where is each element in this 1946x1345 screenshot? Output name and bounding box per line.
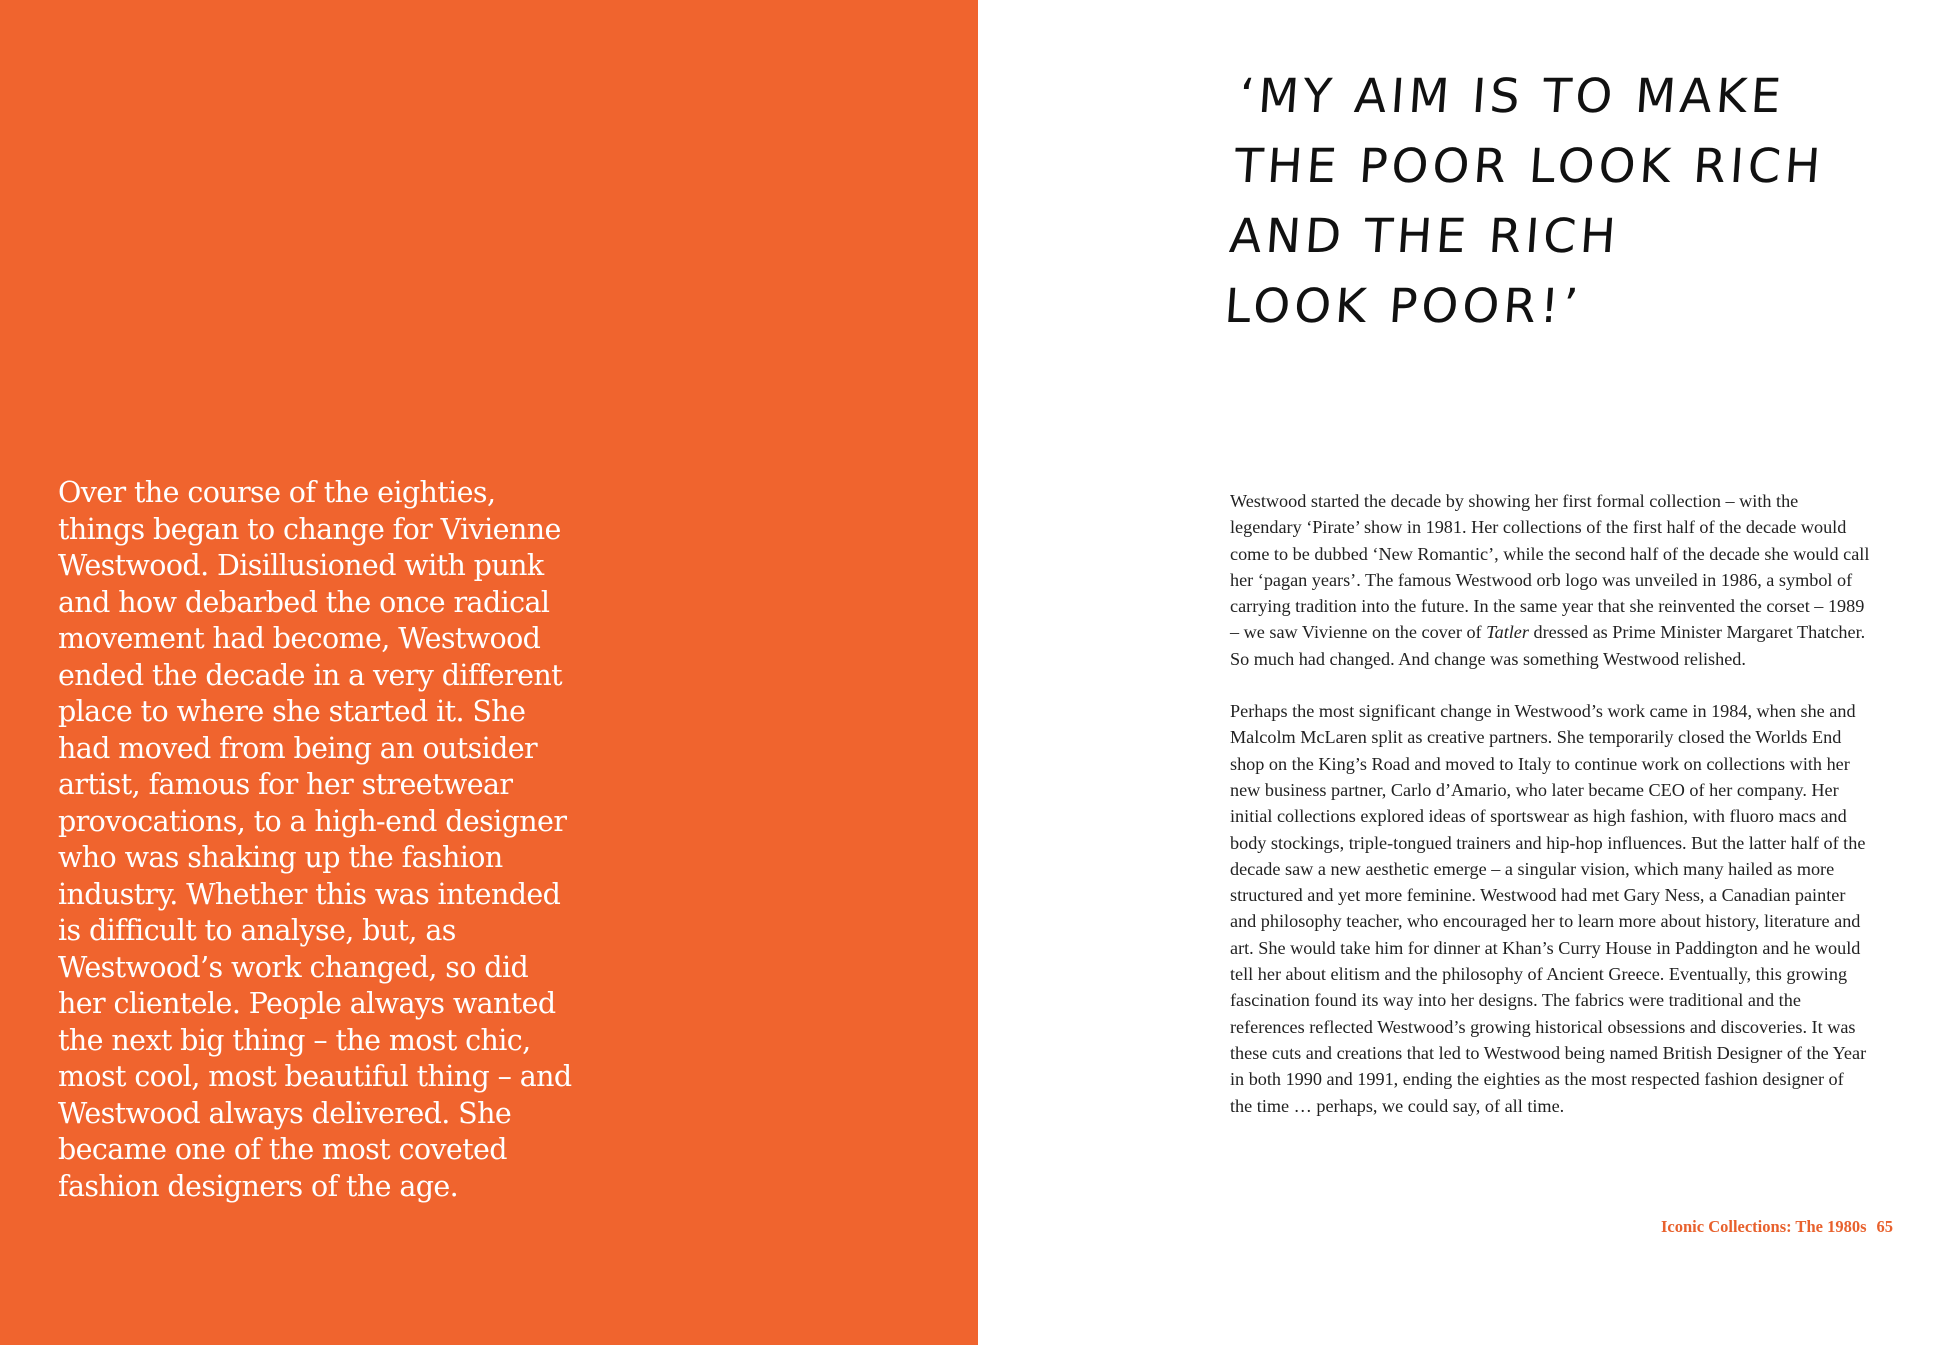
magazine-title: Tatler (1486, 622, 1529, 643)
page-number: 65 (1876, 1217, 1893, 1236)
quote-line: AND THE RICH (1227, 209, 1622, 264)
pull-quote-text: Over the course of the eighties, things began to change for Vivienne Westwood. Disillusioned with punk and how debarbed the once radical movement had become, Westwood ended the decade in a very different place to where she started it. She had moved from being an outsider artist, famous for her streetwear provocations, to a high-end designer who was shaking up the fashion industry. Whether this was intended is difficult to analyse, but, as Westwood’s work changed, so did her clientele. People always wanted the next big thing – the most chic, most cool, most beautiful thing – and Westwood always delivered. She became one of the most coveted fashion designers of the age. (58, 476, 572, 1203)
paragraph-1-text-end: dressed as Prime Minister Margaret Thatcher. So much had changed. And change was something Westwood relished. (1230, 622, 1866, 669)
page-footer (1661, 1217, 1893, 1237)
article-body (1230, 488, 1870, 1145)
handwritten-quote (1222, 62, 1826, 342)
body-paragraph-1 (1230, 488, 1870, 672)
quote-line: LOOK POOR!’ (1222, 279, 1584, 334)
quote-line: THE POOR LOOK RICH (1232, 139, 1826, 194)
paragraph-1-text: Westwood started the decade by showing her first formal collection – with the legendary ‘Pirate’ show in 1981. Her collections of the first half of the decade would come to be dubbed ‘New Romantic’, while the second half of the decade she would call her ‘pagan years’. The famous Westwood orb logo was unveiled in 1986, a symbol of carrying tradition into the future. In the same year that she reinvented the corset – 1989 – we saw Vivienne on the cover of (1230, 491, 1870, 643)
body-paragraph-2: Perhaps the most significant change in Westwood’s work came in 1984, when she and Malcolm McLaren split as creative partners. She temporarily closed the Worlds End shop on the King’s Road and moved to Italy to continue work on collections with her new business partner, Carlo d’Amario, who later became CEO of her company. Her initial collections explored ideas of sportswear as high fashion, with fluoro macs and body stockings, triple-tongued trainers and hip-hop influences. But the latter half of the decade saw a new aesthetic emerge – a singular vision, which many hailed as more structured and yet more feminine. Westwood had met Gary Ness, a Canadian painter and philosophy teacher, who encouraged her to learn more about history, literature and art. She would take him for dinner at Khan’s Curry House in Paddington and he would tell her about elitism and the philosophy of Ancient Greece. Eventually, this growing fascination found its way into her designs. The fabrics were traditional and the references reflected Westwood’s growing historical obsessions and discoveries. It was these cuts and creations that led to Westwood being named British Designer of the Year in both 1990 and 1991, ending the eighties as the most respected fashion designer of the time … perhaps, we could say, of all time. (1230, 701, 1867, 1116)
running-footer: Iconic Collections: The 1980s (1661, 1217, 1867, 1236)
quote-line: ‘MY AIM IS TO MAKE (1237, 69, 1787, 124)
